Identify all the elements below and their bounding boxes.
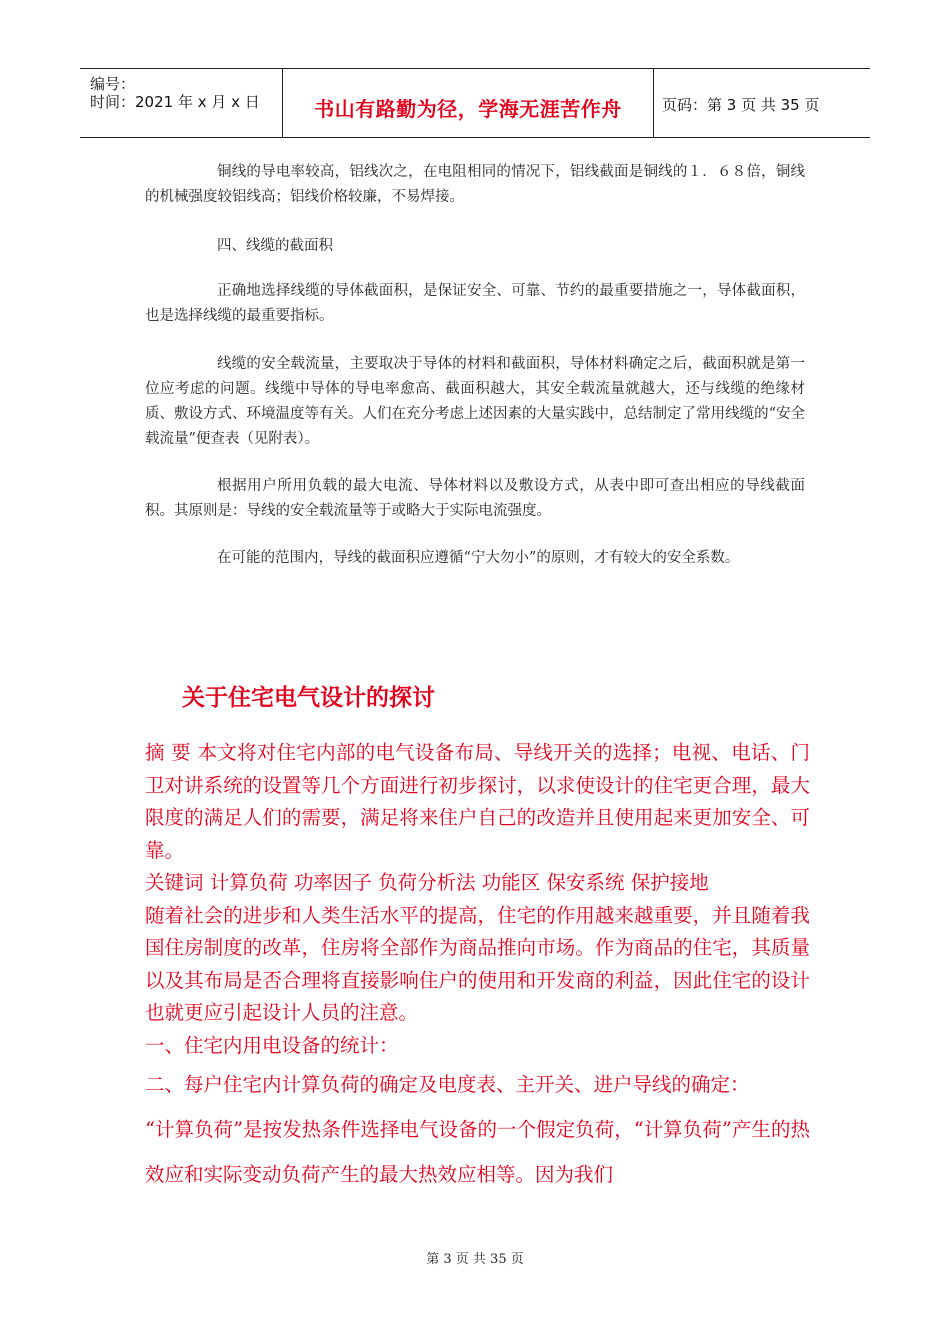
article-abstract: 摘 要 本文将对住宅内部的电气设备布局、导线开关的选择；电视、电话、门卫对讲系统的设置等几个方面进行初步探讨，以求使设计的住宅更合理，最大限度的满足人们的需要，满足将来住户自己的改造并且使用起来更加安全、可靠。 [145,741,810,862]
article-heading-1: 一、住宅内用电设备的统计： [145,1033,399,1057]
article-heading-2: 二、每户住宅内计算负荷的确定及电度表、主开关、进户导线的确定： [145,1073,750,1096]
section-heading-block [145,234,805,259]
document-header [80,68,870,138]
section-heading: 四、线缆的截面积 [217,238,333,254]
header-page-label: 页码：第 3 页 共 35 页 [662,96,820,114]
header-info-cell [80,69,283,137]
section-cable-material [145,160,805,210]
page-footer: 第 3 页 共 35 页 [426,1252,524,1267]
paragraph-copper-aluminum: 铜线的导电率较高，铝线次之，在电阻相同的情况下，铝线截面是铜线的１．６８倍，铜线的机械强度较铝线高；铝线价格较廉，不易焊接。 [145,164,805,205]
article-body [145,737,810,1197]
header-motto-cell [283,69,654,137]
section-principle [145,546,805,571]
section-ampacity [145,352,805,452]
header-page-cell [654,69,870,137]
paragraph-ampacity: 线缆的安全载流量，主要取决于导体的材料和截面积，导体材料确定之后，截面积就是第一位应考虑的问题。线缆中导体的导电率愈高、截面积越大，其安全载流量就越大，还与线缆的绝缘材质、敷设方式、环境温度等有关。人们在充分考虑上述因素的大量实践中，总结制定了常用线缆的“安全载流量”便查表（见附表）。 [145,356,805,447]
header-motto: 书山有路勤为径，学海无涯苦作舟 [314,97,622,121]
paragraph-lookup: 根据用户所用负载的最大电流、导体材料以及敷设方式，从表中即可查出相应的导线截面积。其原则是：导线的安全载流量等于或略大于实际电流强度。 [145,478,805,519]
paragraph-selection: 正确地选择线缆的导体截面积，是保证安全、可靠、节约的最重要措施之一，导体截面积，也是选择线缆的最重要指标。 [145,283,805,324]
section-lookup [145,474,805,524]
document-time-label: 时间：2021 年 x 月 x 日 [90,93,260,111]
article-calc-paragraph: “计算负荷”是按发热条件选择电气设备的一个假定负荷，“计算负荷”产生的热效应和实际变动负荷产生的最大热效应相等。因为我们 [145,1118,810,1186]
paragraph-principle: 在可能的范围内，导线的截面积应遵循“宁大勿小”的原则，才有较大的安全系数。 [217,550,740,566]
article-intro: 随着社会的进步和人类生活水平的提高，住宅的作用越来越重要，并且随着我国住房制度的改革，住房将全部作为商品推向市场。作为商品的住宅，其质量以及其布局是否合理将直接影响住户的使用和开发商的利益，因此住宅的设计也就更应引起设计人员的注意。 [145,903,810,1024]
article-keywords: 关键词 计算负荷 功率因子 负荷分析法 功能区 保安系统 保护接地 [145,871,709,894]
article-title: 关于住宅电气设计的探讨 [182,685,435,711]
section-cross-section [145,279,805,329]
document-number-label: 编号： [90,75,136,93]
